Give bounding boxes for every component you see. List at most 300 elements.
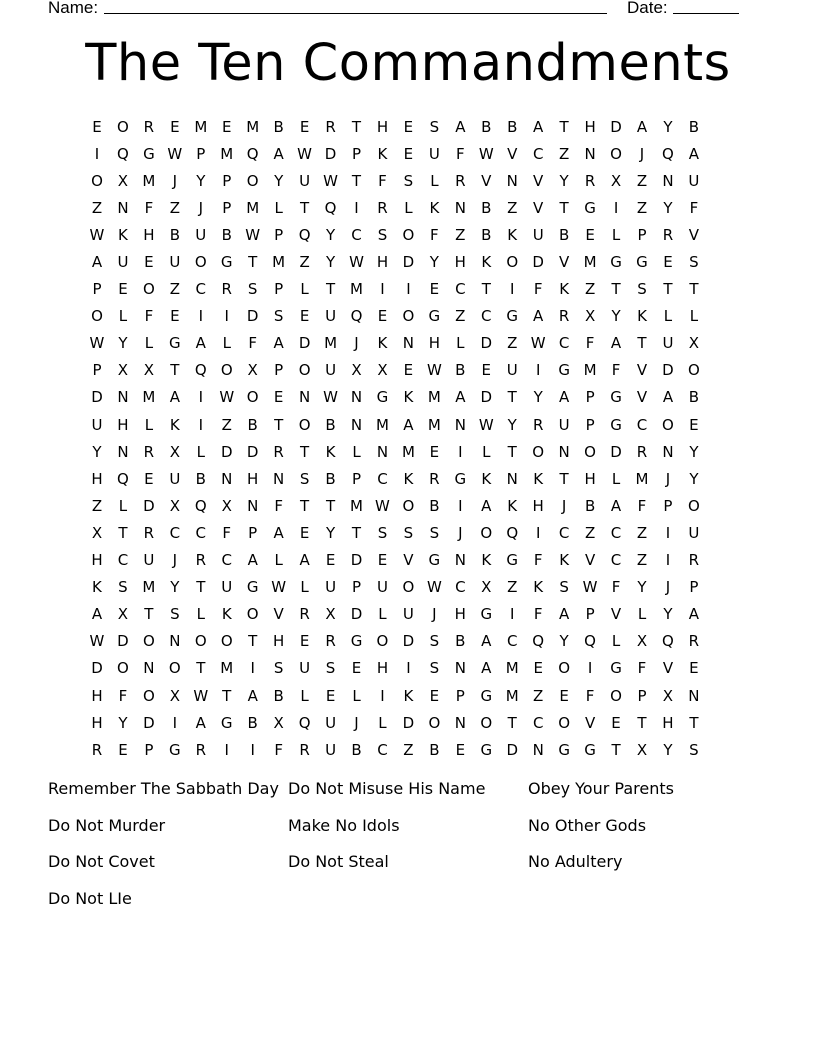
grid-letter[interactable]: H [454,253,466,272]
grid-letter[interactable]: I [613,198,619,217]
grid-letter[interactable]: E [144,253,154,272]
grid-letter[interactable]: H [532,496,544,515]
grid-letter[interactable]: D [91,659,103,678]
grid-letter[interactable]: M [324,334,338,353]
grid-letter[interactable]: T [611,740,621,759]
grid-letter[interactable]: Q [117,469,129,488]
grid-letter[interactable]: S [170,605,180,624]
grid-letter[interactable]: C [558,523,570,542]
grid-letter[interactable]: F [378,171,387,190]
grid-letter[interactable]: O [246,171,259,190]
grid-letter[interactable]: W [375,496,390,515]
grid-letter[interactable]: A [247,686,258,705]
grid-letter[interactable]: X [169,496,180,515]
grid-letter[interactable]: D [350,551,363,570]
grid-letter[interactable]: X [169,686,180,705]
grid-letter[interactable]: R [195,551,206,570]
grid-letter[interactable]: L [300,280,309,299]
grid-letter[interactable]: D [117,632,129,651]
grid-letter[interactable]: I [665,551,671,570]
grid-letter[interactable]: V [636,361,648,380]
grid-letter[interactable]: N [584,144,596,163]
grid-letter[interactable]: E [118,280,128,299]
grid-letter[interactable]: T [507,388,517,407]
grid-letter[interactable]: B [481,198,492,217]
grid-letter[interactable]: B [584,496,596,515]
grid-letter[interactable]: R [455,171,466,190]
grid-letter[interactable]: Q [662,144,674,163]
grid-letter[interactable]: V [403,551,414,570]
grid-letter[interactable]: C [636,415,648,434]
grid-letter[interactable]: O [662,415,674,434]
grid-letter[interactable]: F [533,280,543,299]
grid-letter[interactable]: A [91,253,103,272]
grid-letter[interactable]: B [507,117,518,136]
grid-letter[interactable]: W [89,632,105,651]
grid-letter[interactable]: P [222,171,232,190]
grid-letter[interactable]: J [354,713,359,732]
grid-letter[interactable]: E [481,361,492,380]
grid-letter[interactable]: W [426,578,442,597]
grid-letter[interactable]: N [143,659,155,678]
grid-letter[interactable]: A [403,415,414,434]
grid-letter[interactable]: U [91,415,103,434]
grid-letter[interactable]: E [429,686,440,705]
grid-letter[interactable]: Z [636,551,648,570]
grid-letter[interactable]: O [117,659,129,678]
grid-letter[interactable]: T [351,171,362,190]
grid-letter[interactable]: W [530,334,546,353]
grid-letter[interactable]: A [636,117,648,136]
grid-letter[interactable]: N [169,632,181,651]
grid-letter[interactable]: L [611,469,621,488]
grid-letter[interactable]: R [91,740,103,759]
grid-letter[interactable]: U [325,713,337,732]
grid-letter[interactable]: T [300,442,310,461]
grid-letter[interactable]: A [273,144,284,163]
grid-letter[interactable]: H [376,117,389,136]
grid-letter[interactable]: W [323,388,338,407]
grid-letter[interactable]: O [194,632,207,651]
grid-letter[interactable]: W [478,144,494,163]
grid-letter[interactable]: K [533,578,544,597]
grid-letter[interactable]: A [169,388,180,407]
grid-letter[interactable]: X [351,361,362,380]
grid-letter[interactable]: P [274,225,284,244]
grid-letter[interactable]: M [220,659,234,678]
grid-letter[interactable]: O [246,605,259,624]
grid-letter[interactable]: I [535,523,541,542]
grid-letter[interactable]: O [402,578,415,597]
grid-letter[interactable]: B [247,415,258,434]
grid-letter[interactable]: E [325,551,336,570]
grid-letter[interactable]: E [403,361,414,380]
grid-letter[interactable]: V [507,144,518,163]
grid-letter[interactable]: Y [689,469,699,488]
grid-letter[interactable]: T [274,415,284,434]
grid-letter[interactable]: C [532,713,544,732]
grid-letter[interactable]: T [351,117,362,136]
grid-letter[interactable]: K [507,496,518,515]
grid-letter[interactable]: D [246,307,259,326]
grid-letter[interactable]: C [117,551,129,570]
grid-letter[interactable]: Y [559,632,569,651]
grid-letter[interactable]: H [662,713,674,732]
grid-letter[interactable]: C [558,334,570,353]
grid-letter[interactable]: U [325,740,337,759]
grid-letter[interactable]: E [377,307,388,326]
grid-letter[interactable]: G [480,740,493,759]
grid-letter[interactable]: C [610,523,622,542]
grid-letter[interactable]: U [117,253,129,272]
grid-letter[interactable]: Z [169,198,180,217]
grid-letter[interactable]: O [142,280,155,299]
grid-letter[interactable]: J [665,578,671,597]
grid-letter[interactable]: E [299,523,310,542]
grid-letter[interactable]: O [428,713,441,732]
grid-letter[interactable]: V [610,605,622,624]
grid-letter[interactable]: X [117,605,129,624]
grid-letter[interactable]: L [482,442,491,461]
grid-letter[interactable]: B [325,415,336,434]
grid-letter[interactable]: T [507,442,517,461]
grid-letter[interactable]: Z [507,334,518,353]
grid-letter[interactable]: D [610,117,622,136]
grid-letter[interactable]: G [480,605,493,624]
grid-letter[interactable]: J [639,144,645,163]
grid-letter[interactable]: E [299,632,310,651]
grid-letter[interactable]: D [662,361,674,380]
grid-letter[interactable]: R [558,307,570,326]
grid-letter[interactable]: D [143,496,155,515]
grid-letter[interactable]: I [535,361,541,380]
grid-letter[interactable]: X [584,307,596,326]
grid-letter[interactable]: Y [663,740,673,759]
grid-letter[interactable]: P [92,280,102,299]
grid-letter[interactable]: N [117,442,129,461]
grid-letter[interactable]: H [91,551,103,570]
grid-letter[interactable]: E [351,659,362,678]
grid-letter[interactable]: U [376,578,388,597]
grid-letter[interactable]: S [429,659,440,678]
grid-letter[interactable]: C [610,551,622,570]
grid-letter[interactable]: Z [584,280,596,299]
grid-letter[interactable]: Q [584,632,596,651]
grid-letter[interactable]: B [558,225,570,244]
grid-letter[interactable]: E [403,144,414,163]
grid-letter[interactable]: U [325,578,337,597]
grid-letter[interactable]: S [325,659,336,678]
grid-letter[interactable]: E [403,117,414,136]
grid-letter[interactable]: Y [118,713,128,732]
grid-letter[interactable]: W [193,686,209,705]
grid-letter[interactable]: M [505,659,519,678]
grid-letter[interactable]: O [246,388,259,407]
grid-letter[interactable]: M [350,280,363,299]
grid-letter[interactable]: F [248,334,258,353]
grid-letter[interactable]: A [481,496,492,515]
grid-letter[interactable]: S [299,469,310,488]
grid-letter[interactable]: R [195,740,206,759]
grid-letter[interactable]: K [92,578,102,597]
grid-letter[interactable]: E [118,740,128,759]
grid-letter[interactable]: U [195,225,207,244]
grid-letter[interactable]: F [274,740,283,759]
grid-letter[interactable]: M [401,442,415,461]
grid-letter[interactable]: R [325,117,336,136]
grid-letter[interactable]: K [637,307,647,326]
grid-letter[interactable]: Y [170,578,180,597]
grid-letter[interactable]: U [428,144,440,163]
grid-letter[interactable]: C [351,225,362,244]
grid-letter[interactable]: H [376,253,389,272]
grid-letter[interactable]: P [92,361,102,380]
grid-letter[interactable]: Y [663,198,673,217]
grid-letter[interactable]: M [246,117,260,136]
grid-letter[interactable]: W [478,415,494,434]
grid-letter[interactable]: D [324,144,337,163]
grid-letter[interactable]: E [325,686,336,705]
grid-letter[interactable]: X [117,361,129,380]
grid-letter[interactable]: H [584,469,596,488]
grid-letter[interactable]: R [299,605,310,624]
grid-letter[interactable]: L [663,307,673,326]
grid-letter[interactable]: S [429,632,440,651]
grid-letter[interactable]: K [221,605,232,624]
grid-letter[interactable]: I [380,686,385,705]
grid-letter[interactable]: B [455,632,466,651]
grid-letter[interactable]: O [558,659,571,678]
grid-letter[interactable]: N [117,388,129,407]
grid-letter[interactable]: U [221,578,233,597]
grid-letter[interactable]: E [144,469,154,488]
grid-letter[interactable]: M [427,388,441,407]
grid-letter[interactable]: U [325,361,337,380]
grid-letter[interactable]: U [402,605,414,624]
grid-letter[interactable]: D [480,334,493,353]
grid-letter[interactable]: B [688,117,700,136]
grid-letter[interactable]: V [559,253,570,272]
grid-letter[interactable]: Z [299,253,310,272]
grid-letter[interactable]: X [143,361,155,380]
grid-letter[interactable]: P [351,578,362,597]
grid-letter[interactable]: O [376,632,389,651]
grid-letter[interactable]: Z [636,523,648,542]
grid-letter[interactable]: N [454,198,466,217]
grid-letter[interactable]: E [585,225,595,244]
grid-letter[interactable]: Y [663,117,673,136]
grid-letter[interactable]: E [429,442,440,461]
grid-letter[interactable]: F [144,198,154,217]
grid-letter[interactable]: G [428,551,441,570]
grid-letter[interactable]: H [143,225,155,244]
grid-letter[interactable]: T [118,523,128,542]
grid-letter[interactable]: Y [559,171,569,190]
grid-letter[interactable]: O [687,361,700,380]
grid-letter[interactable]: I [587,659,593,678]
grid-letter[interactable]: B [351,740,362,759]
grid-letter[interactable]: O [687,496,700,515]
grid-letter[interactable]: G [584,198,596,217]
grid-letter[interactable]: R [143,442,155,461]
grid-letter[interactable]: U [688,523,700,542]
grid-letter[interactable]: I [172,713,178,732]
grid-letter[interactable]: T [351,523,362,542]
grid-letter[interactable]: R [636,442,648,461]
grid-letter[interactable]: Y [533,388,543,407]
grid-letter[interactable]: S [403,523,414,542]
grid-letter[interactable]: I [198,307,203,326]
grid-letter[interactable]: P [351,144,362,163]
grid-letter[interactable]: E [689,415,699,434]
grid-letter[interactable]: I [198,388,203,407]
grid-letter[interactable]: N [662,171,674,190]
grid-letter[interactable]: K [559,280,570,299]
grid-letter[interactable]: T [559,117,569,136]
grid-letter[interactable]: H [428,334,440,353]
grid-letter[interactable]: I [510,280,515,299]
grid-letter[interactable]: A [533,307,544,326]
grid-letter[interactable]: E [170,307,180,326]
grid-letter[interactable]: I [224,740,229,759]
grid-letter[interactable]: P [585,388,595,407]
grid-letter[interactable]: P [637,686,647,705]
grid-letter[interactable]: T [689,280,699,299]
grid-letter[interactable]: I [250,740,255,759]
grid-letter[interactable]: P [663,496,673,515]
grid-letter[interactable]: Q [324,198,337,217]
grid-letter[interactable]: A [662,388,674,407]
grid-letter[interactable]: R [299,740,310,759]
grid-letter[interactable]: T [325,496,336,515]
grid-letter[interactable]: G [169,740,181,759]
grid-letter[interactable]: M [583,253,597,272]
grid-letter[interactable]: R [273,442,284,461]
grid-letter[interactable]: S [429,523,440,542]
grid-letter[interactable]: U [169,253,181,272]
grid-letter[interactable]: K [429,198,440,217]
grid-letter[interactable]: L [222,334,231,353]
grid-letter[interactable]: G [610,253,622,272]
grid-letter[interactable]: M [142,388,156,407]
grid-letter[interactable]: O [142,632,155,651]
grid-letter[interactable]: T [144,605,154,624]
grid-letter[interactable]: T [196,659,206,678]
grid-letter[interactable]: G [143,144,155,163]
grid-letter[interactable]: U [688,171,700,190]
grid-letter[interactable]: I [354,198,359,217]
grid-letter[interactable]: F [637,659,647,678]
grid-letter[interactable]: I [380,280,385,299]
grid-letter[interactable]: L [196,442,205,461]
grid-letter[interactable]: L [118,496,128,515]
grid-letter[interactable]: B [221,225,232,244]
grid-letter[interactable]: M [194,117,208,136]
grid-letter[interactable]: E [689,659,699,678]
grid-letter[interactable]: N [350,388,363,407]
grid-letter[interactable]: L [689,307,699,326]
grid-letter[interactable]: H [273,632,285,651]
grid-letter[interactable]: O [506,253,519,272]
grid-letter[interactable]: F [689,198,699,217]
grid-letter[interactable]: L [274,551,283,570]
grid-letter[interactable]: V [533,198,544,217]
grid-letter[interactable]: B [273,686,284,705]
grid-letter[interactable]: P [689,578,699,597]
grid-letter[interactable]: L [144,415,154,434]
grid-letter[interactable]: T [170,361,180,380]
grid-letter[interactable]: E [222,117,232,136]
grid-letter[interactable]: R [662,225,674,244]
grid-letter[interactable]: Y [429,253,439,272]
grid-letter[interactable]: C [377,469,388,488]
grid-letter[interactable]: E [299,307,310,326]
grid-letter[interactable]: J [172,551,178,570]
grid-letter[interactable]: K [403,686,414,705]
grid-letter[interactable]: S [273,307,284,326]
grid-letter[interactable]: L [118,307,128,326]
grid-letter[interactable]: T [325,280,336,299]
grid-letter[interactable]: P [248,523,258,542]
grid-letter[interactable]: O [584,442,596,461]
grid-letter[interactable]: O [142,686,155,705]
grid-letter[interactable]: T [559,198,569,217]
grid-letter[interactable]: O [220,632,233,651]
grid-letter[interactable]: X [636,740,648,759]
grid-letter[interactable]: Q [298,713,311,732]
grid-letter[interactable]: J [458,523,463,542]
grid-letter[interactable]: T [481,280,491,299]
grid-letter[interactable]: M [142,578,156,597]
grid-letter[interactable]: U [299,171,311,190]
grid-letter[interactable]: N [247,496,259,515]
grid-letter[interactable]: E [611,713,621,732]
grid-letter[interactable]: O [402,307,415,326]
grid-letter[interactable]: A [273,334,284,353]
grid-letter[interactable]: G [454,469,467,488]
grid-letter[interactable]: L [611,225,621,244]
grid-letter[interactable]: F [274,496,283,515]
grid-letter[interactable]: B [481,225,492,244]
grid-letter[interactable]: I [458,496,463,515]
grid-letter[interactable]: E [377,551,388,570]
grid-letter[interactable]: N [117,198,129,217]
grid-letter[interactable]: P [222,198,232,217]
grid-letter[interactable]: V [688,225,700,244]
grid-letter[interactable]: P [274,361,284,380]
grid-letter[interactable]: Q [350,307,363,326]
grid-letter[interactable]: E [273,388,284,407]
grid-letter[interactable]: B [247,713,258,732]
grid-letter[interactable]: L [637,605,647,624]
grid-letter[interactable]: R [429,469,440,488]
grid-letter[interactable]: Q [298,225,311,244]
grid-letter[interactable]: Q [117,144,129,163]
grid-letter[interactable]: W [426,361,442,380]
grid-letter[interactable]: D [532,253,544,272]
grid-letter[interactable]: O [220,361,233,380]
grid-letter[interactable]: A [273,523,284,542]
grid-letter[interactable]: A [559,605,570,624]
grid-letter[interactable]: Q [532,632,545,651]
grid-letter[interactable]: B [429,496,440,515]
grid-letter[interactable]: V [636,388,648,407]
grid-letter[interactable]: N [376,442,389,461]
grid-letter[interactable]: F [611,578,621,597]
grid-letter[interactable]: N [221,469,233,488]
grid-letter[interactable]: O [91,171,103,190]
grid-letter[interactable]: M [246,198,260,217]
